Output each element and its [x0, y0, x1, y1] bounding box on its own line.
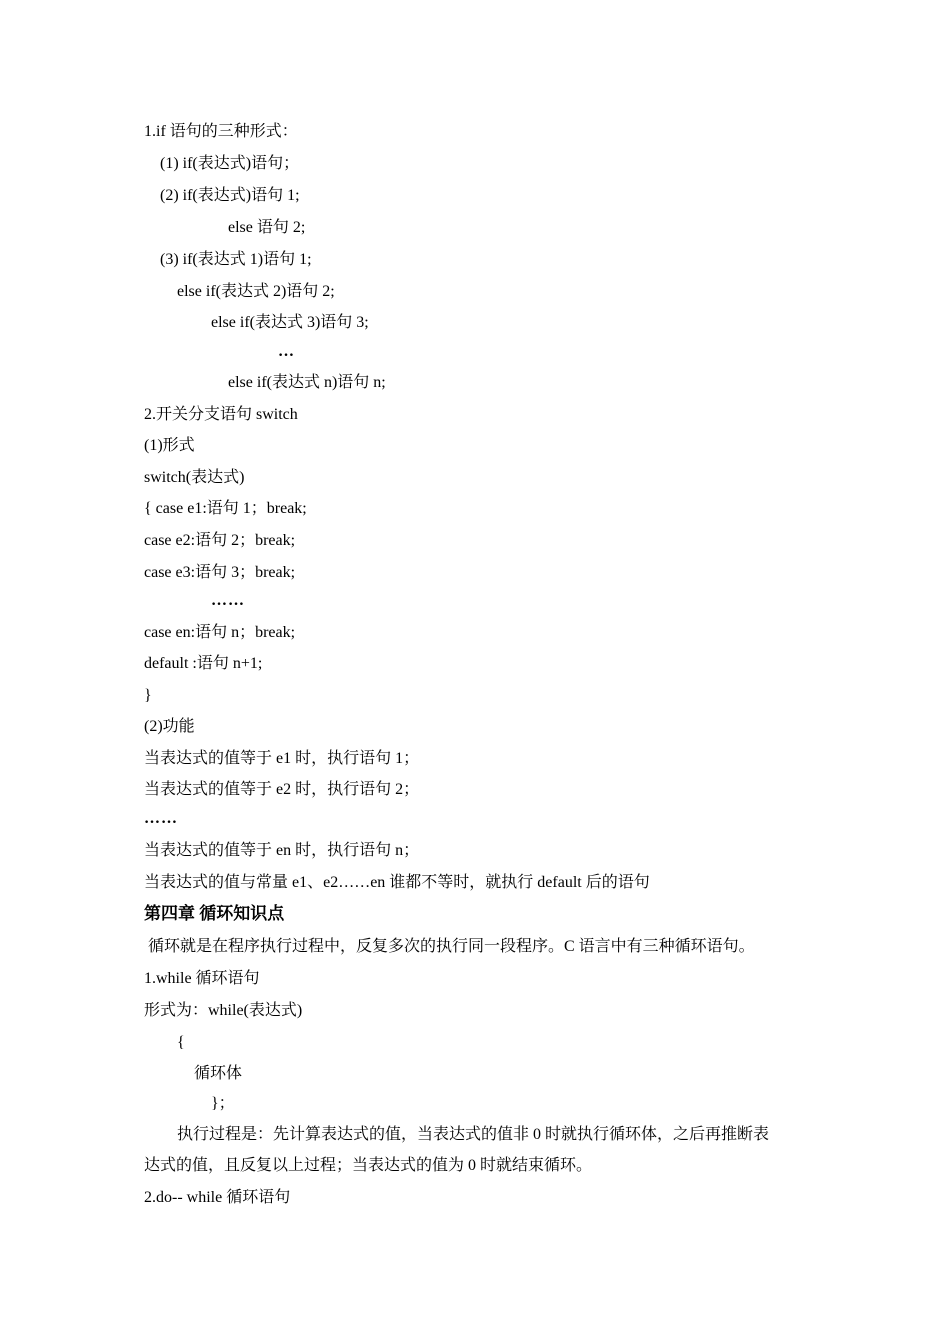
switch-code-line-2: { case e1:语句 1；break; — [144, 500, 307, 517]
switch-function-line-1: 当表达式的值等于 e1 时，执行语句 1； — [144, 750, 420, 767]
if-form-2-line-1: (2) if(表达式)语句 1; — [160, 187, 300, 204]
switch-section-title: 2.开关分支语句 switch — [144, 406, 298, 423]
chapter-4-heading: 第四章 循环知识点 — [144, 904, 285, 923]
switch-code-line-4: case e3:语句 3；break; — [144, 564, 296, 581]
switch-form-label: (1)形式 — [144, 437, 195, 454]
if-form-3-line-2: else if(表达式 2)语句 2; — [177, 283, 335, 300]
switch-code-ellipsis: …… — [211, 592, 245, 609]
while-brace-close: }； — [211, 1095, 235, 1112]
switch-code-line-6: default :语句 n+1; — [144, 655, 263, 672]
while-execution-line-2: 达式的值，且反复以上过程；当表达式的值为 0 时就结束循环。 — [144, 1157, 593, 1174]
if-form-1: (1) if(表达式)语句； — [160, 155, 300, 172]
while-execution-line-1: 执行过程是：先计算表达式的值，当表达式的值非 0 时就执行循环体，之后再推断表 — [177, 1126, 770, 1143]
if-form-2-line-2: else 语句 2; — [228, 219, 306, 236]
if-form-3-line-3: else if(表达式 3)语句 3; — [211, 314, 369, 331]
switch-code-line-3: case e2:语句 2；break; — [144, 532, 296, 549]
switch-code-line-7: } — [144, 687, 152, 704]
do-while-section-title: 2.do-- while 循环语句 — [144, 1189, 291, 1206]
if-form-3-ellipsis: … — [278, 343, 295, 360]
chapter-4-intro: 循环就是在程序执行过程中，反复多次的执行同一段程序。C 语言中有三种循环语句。 — [144, 938, 755, 955]
switch-function-label: (2)功能 — [144, 718, 195, 735]
switch-function-line-3: 当表达式的值等于 en 时，执行语句 n； — [144, 842, 420, 859]
switch-code-line-1: switch(表达式) — [144, 469, 245, 486]
if-form-3-line-4: else if(表达式 n)语句 n; — [228, 374, 386, 391]
while-form-line: 形式为：while(表达式) — [144, 1002, 303, 1019]
while-loop-body: 循环体 — [194, 1065, 243, 1082]
while-brace-open: { — [177, 1034, 185, 1051]
if-section-title: 1.if 语句的三种形式： — [144, 123, 298, 140]
switch-function-line-4: 当表达式的值与常量 e1、e2……en 谁都不等时，就执行 default 后的语句 — [144, 874, 650, 891]
switch-code-line-5: case en:语句 n；break; — [144, 624, 296, 641]
if-form-3-line-1: (3) if(表达式 1)语句 1; — [160, 251, 312, 268]
while-section-title: 1.while 循环语句 — [144, 970, 260, 987]
switch-function-ellipsis: …… — [144, 810, 178, 827]
switch-function-line-2: 当表达式的值等于 e2 时，执行语句 2； — [144, 781, 420, 798]
